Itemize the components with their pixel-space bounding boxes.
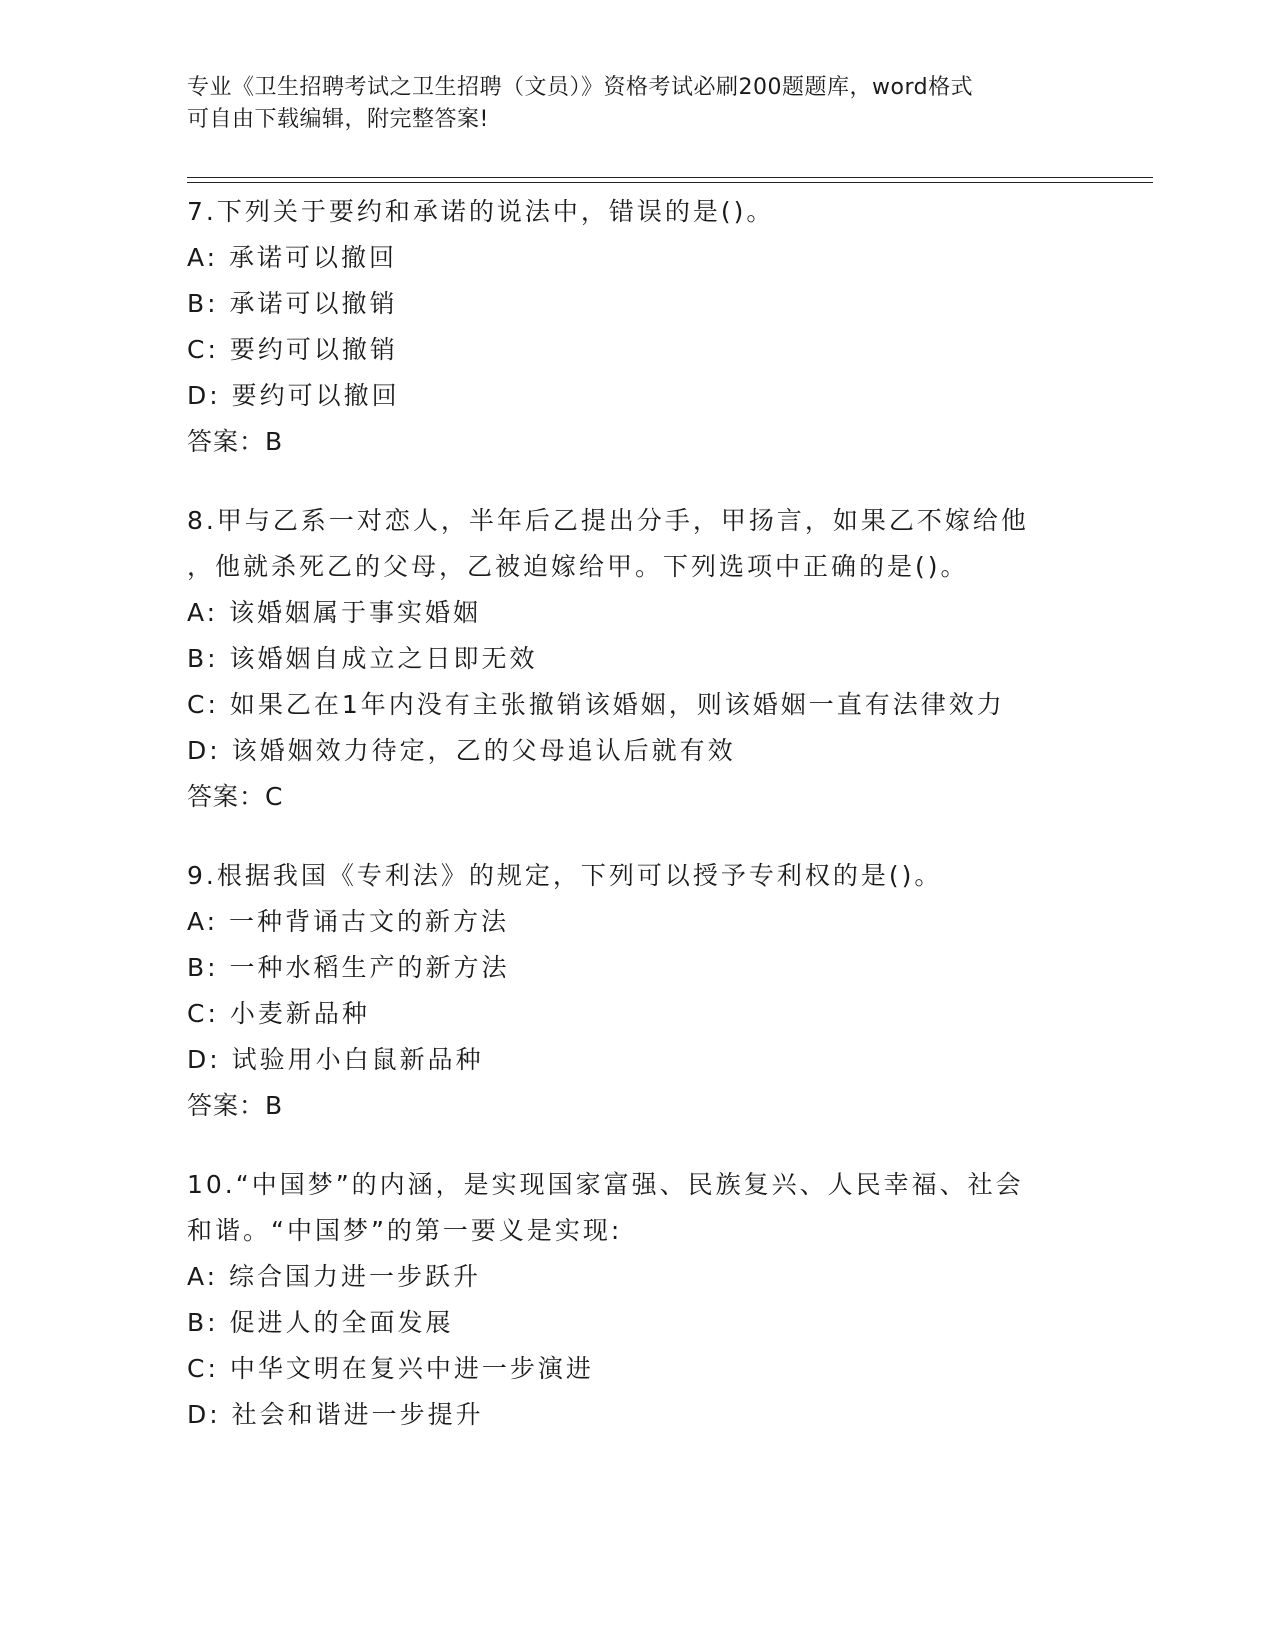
question-9 — [187, 853, 1087, 1129]
option-a: A: 综合国力进一步跃升 — [187, 1262, 482, 1291]
answer-label: 答案：B — [187, 1091, 284, 1120]
option-b: B: 一种水稻生产的新方法 — [187, 953, 510, 982]
header-divider-top — [187, 177, 1153, 178]
option-b: B: 承诺可以撤销 — [187, 289, 398, 318]
question-stem: 9.根据我国《专利法》的规定，下列可以授予专利权的是()。 — [187, 861, 943, 890]
option-c: C: 如果乙在1年内没有主张撤销该婚姻，则该婚姻一直有法律效力 — [187, 690, 1005, 719]
option-b: B: 该婚姻自成立之日即无效 — [187, 644, 538, 673]
question-8 — [187, 498, 1087, 820]
answer-label: 答案：B — [187, 427, 284, 456]
header-divider-bottom — [187, 182, 1153, 183]
option-a: A: 一种背诵古文的新方法 — [187, 907, 510, 936]
option-d: D: 社会和谐进一步提升 — [187, 1400, 484, 1429]
option-c: C: 小麦新品种 — [187, 999, 370, 1028]
question-stem: 8.甲与乙系一对恋人，半年后乙提出分手，甲扬言，如果乙不嫁给他 — [187, 506, 1029, 535]
option-d: D: 该婚姻效力待定，乙的父母追认后就有效 — [187, 736, 736, 765]
option-b: B: 促进人的全面发展 — [187, 1308, 454, 1337]
option-c: C: 中华文明在复兴中进一步演进 — [187, 1354, 594, 1383]
option-d: D: 试验用小白鼠新品种 — [187, 1045, 484, 1074]
option-a: A: 该婚姻属于事实婚姻 — [187, 598, 482, 627]
question-stem-continued: ，他就杀死乙的父母，乙被迫嫁给甲。下列选项中正确的是()。 — [187, 552, 969, 581]
option-d: D: 要约可以撤回 — [187, 381, 400, 410]
header-line-2: 可自由下载编辑，附完整答案! — [187, 107, 489, 132]
question-list — [187, 189, 1087, 1471]
question-stem: 7.下列关于要约和承诺的说法中，错误的是()。 — [187, 197, 775, 226]
option-a: A: 承诺可以撤回 — [187, 243, 398, 272]
question-10 — [187, 1162, 1087, 1438]
header-line-1: 专业《卫生招聘考试之卫生招聘（文员）》资格考试必刷200题题库，word格式 — [187, 75, 974, 100]
question-stem: 10.“中国梦”的内涵，是实现国家富强、民族复兴、人民幸福、社会 — [187, 1170, 1024, 1199]
option-c: C: 要约可以撤销 — [187, 335, 398, 364]
document-header — [187, 72, 1067, 136]
question-7 — [187, 189, 1087, 465]
question-stem-continued: 和谐。“中国梦”的第一要义是实现: — [187, 1216, 623, 1245]
answer-label: 答案：C — [187, 782, 284, 811]
